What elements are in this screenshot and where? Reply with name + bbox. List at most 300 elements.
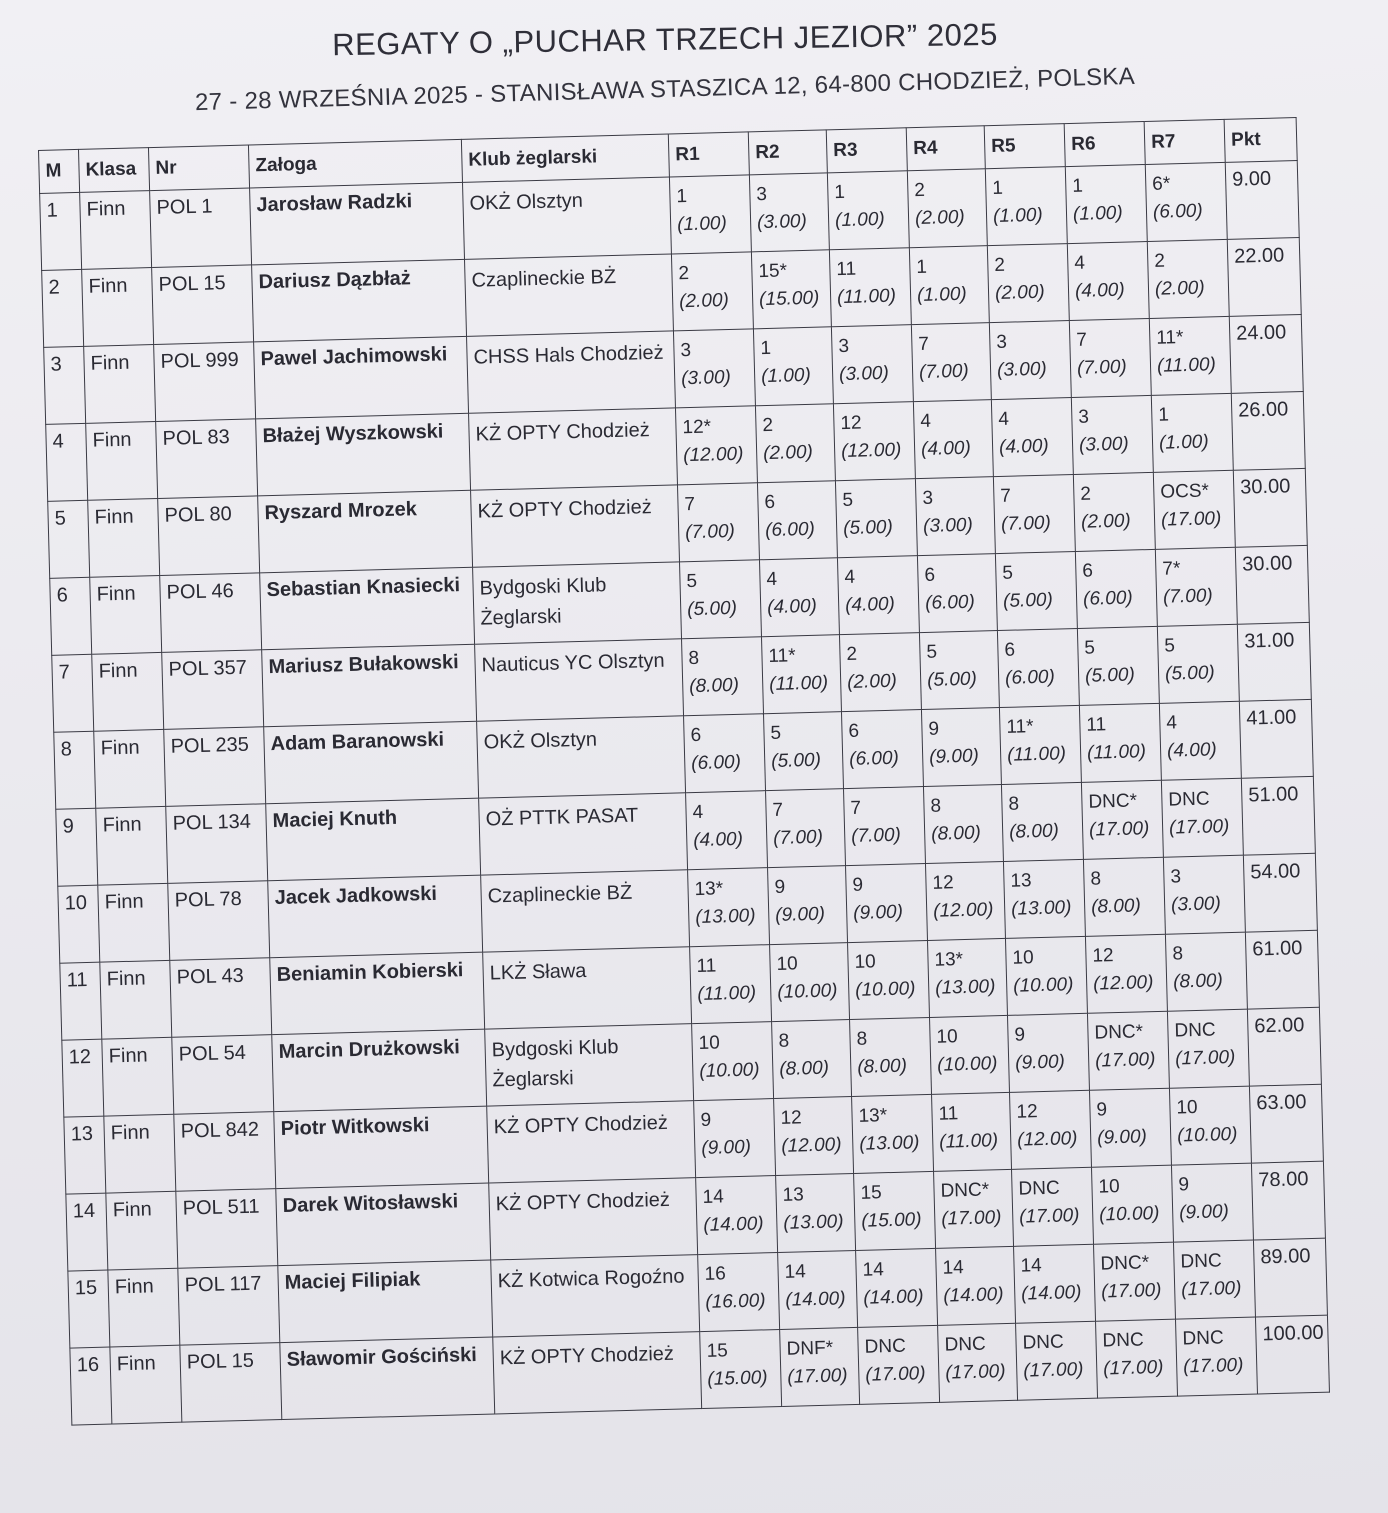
class-cell: Finn — [90, 575, 162, 654]
class-cell: Finn — [94, 729, 166, 808]
race-points: (17.00) — [1023, 1359, 1084, 1382]
race-result: 4 — [844, 566, 856, 589]
race-points: (11.00) — [939, 1130, 999, 1153]
race-points: (11.00) — [836, 285, 897, 309]
race-points: (5.00) — [770, 749, 822, 773]
race-4-cell — [907, 169, 987, 248]
race-points: (8.00) — [1172, 970, 1224, 993]
race-7-cell — [1165, 932, 1247, 1011]
race-2-cell — [770, 943, 850, 1022]
crew-name-cell: Piotr Witkowski — [274, 1106, 489, 1189]
race-2-cell — [768, 866, 848, 945]
total-points-cell: 30.00 — [1233, 468, 1307, 547]
race-result: 2 — [994, 254, 1006, 277]
race-result: 2 — [846, 643, 858, 666]
place-cell: 4 — [46, 423, 88, 501]
club-cell: LKŻ Sława — [483, 947, 692, 1029]
race-result: 1 — [1158, 404, 1170, 426]
race-points: (9.00) — [1096, 1126, 1148, 1149]
race-1-cell — [680, 560, 762, 639]
race-3-cell — [835, 479, 917, 558]
race-points: (2.00) — [914, 206, 965, 230]
col-header-r3: R3 — [826, 128, 907, 173]
race-4-cell — [930, 1015, 1010, 1094]
race-result: 6 — [764, 491, 776, 514]
total-points-cell: 61.00 — [1245, 930, 1319, 1009]
race-result: 14 — [862, 1259, 885, 1281]
race-result: 10 — [698, 1032, 721, 1055]
col-header-klub: Klub żeglarski — [461, 134, 669, 182]
class-cell: Finn — [102, 1037, 174, 1116]
race-result: 10 — [854, 951, 876, 973]
race-result: 2 — [914, 179, 926, 202]
race-result: 5 — [1164, 635, 1176, 657]
race-2-cell — [776, 1174, 856, 1253]
race-points: (4.00) — [766, 595, 818, 619]
race-6-cell — [1065, 165, 1147, 244]
crew-name-cell: Adam Baranowski — [264, 721, 479, 804]
race-result: DNC — [1102, 1329, 1144, 1352]
race-result: 1 — [916, 256, 928, 279]
race-2-cell — [757, 481, 837, 560]
place-cell: 1 — [40, 192, 82, 270]
race-6-cell — [1091, 1165, 1173, 1244]
race-7-cell — [1155, 547, 1237, 626]
race-points: (5.00) — [686, 597, 738, 621]
crew-name-cell: Ryszard Mrozek — [258, 490, 473, 573]
race-result: 8 — [688, 647, 700, 670]
class-cell: Finn — [110, 1345, 182, 1424]
class-cell: Finn — [88, 498, 160, 577]
race-4-cell — [927, 938, 1007, 1017]
race-4-cell — [923, 784, 1003, 863]
sail-number-cell: POL 46 — [160, 573, 262, 653]
race-points: (1.00) — [760, 364, 812, 388]
race-points: (9.00) — [701, 1136, 752, 1159]
crew-name-cell: Sebastian Knasiecki — [260, 567, 475, 650]
race-points: (12.00) — [932, 899, 994, 922]
race-5-cell — [985, 167, 1067, 246]
race-points: (17.00) — [1018, 1205, 1080, 1228]
race-2-cell — [764, 712, 844, 791]
race-points: (9.00) — [1178, 1201, 1230, 1224]
place-cell: 8 — [54, 731, 96, 809]
race-result: 11* — [1156, 327, 1184, 349]
race-result: 15* — [758, 260, 788, 283]
race-points: (13.00) — [1010, 897, 1072, 920]
club-cell: KŻ Kotwica Rogoźno — [491, 1255, 700, 1337]
col-header-r2: R2 — [748, 130, 827, 175]
race-result: 6* — [1152, 173, 1171, 195]
club-cell: Nauticus YC Olsztyn — [475, 639, 684, 721]
race-result: 8 — [856, 1028, 868, 1050]
crew-name-cell: Beniamin Kobierski — [270, 952, 485, 1035]
race-result: 2 — [1154, 250, 1166, 272]
place-cell: 9 — [56, 808, 98, 886]
race-points: (6.00) — [1004, 666, 1056, 689]
race-3-cell — [839, 633, 921, 712]
race-4-cell — [921, 708, 1001, 787]
race-6-cell — [1081, 780, 1163, 859]
club-cell: CHSS Hals Chodzież — [467, 331, 676, 413]
crew-name-cell: Jacek Jadkowski — [268, 875, 483, 958]
race-points: (6.00) — [1082, 587, 1134, 610]
club-cell: KŻ OPTY Chodzież — [469, 408, 678, 490]
race-points: (2.00) — [678, 289, 730, 313]
race-result: 3 — [922, 487, 934, 509]
place-cell: 6 — [50, 577, 92, 655]
race-points: (1.00) — [1072, 202, 1123, 225]
club-cell: Czaplineckie BŻ — [465, 254, 674, 336]
race-1-cell — [669, 175, 751, 254]
class-cell: Finn — [104, 1114, 176, 1193]
race-result: 4 — [692, 801, 704, 824]
race-4-cell — [915, 477, 995, 556]
col-header-r7: R7 — [1144, 119, 1225, 164]
sail-number-cell: POL 15 — [180, 1343, 282, 1423]
race-1-cell — [698, 1253, 780, 1332]
race-points: (13.00) — [695, 905, 756, 929]
race-6-cell — [1069, 318, 1151, 397]
race-points: (2.00) — [1080, 510, 1132, 533]
race-2-cell — [761, 635, 841, 714]
race-points: (7.00) — [772, 826, 824, 849]
race-4-cell — [911, 323, 991, 402]
race-result: 15 — [860, 1182, 883, 1204]
place-cell: 7 — [52, 654, 94, 732]
race-5-cell — [997, 628, 1079, 707]
race-4-cell — [913, 400, 993, 479]
race-points: (11.00) — [1086, 741, 1147, 764]
race-points: (9.00) — [1014, 1051, 1066, 1074]
sail-number-cell: POL 134 — [166, 804, 268, 884]
race-points: (12.00) — [840, 439, 902, 463]
race-points: (10.00) — [855, 978, 916, 1001]
race-points: (4.00) — [693, 828, 744, 852]
race-result: 6 — [924, 564, 936, 586]
race-result: 2 — [678, 263, 690, 285]
place-cell: 15 — [68, 1270, 110, 1348]
race-points: (14.00) — [863, 1286, 924, 1309]
race-points: (17.00) — [787, 1365, 848, 1388]
race-result: 3 — [996, 331, 1008, 353]
race-points: (14.00) — [943, 1284, 1004, 1307]
race-1-cell — [673, 329, 755, 408]
race-points: (17.00) — [1103, 1356, 1164, 1380]
race-points: (17.00) — [1168, 816, 1230, 839]
club-cell: KŻ OPTY Chodzież — [487, 1101, 696, 1183]
race-result: 6 — [848, 720, 860, 742]
race-4-cell — [932, 1092, 1012, 1171]
race-6-cell — [1087, 1011, 1169, 1090]
race-3-cell — [829, 248, 911, 327]
race-5-cell — [1005, 936, 1087, 1015]
race-result: 6 — [1082, 560, 1094, 582]
race-points: (1.00) — [834, 208, 886, 232]
total-points-cell: 54.00 — [1243, 853, 1317, 932]
col-header-r6: R6 — [1064, 122, 1145, 167]
race-result: 13* — [858, 1105, 888, 1127]
race-result: 14 — [702, 1186, 725, 1208]
race-result: 9 — [1178, 1174, 1190, 1196]
race-6-cell — [1075, 549, 1157, 628]
crew-name-cell: Darek Witosławski — [276, 1183, 491, 1266]
total-points-cell: 89.00 — [1253, 1238, 1327, 1317]
race-6-cell — [1083, 857, 1165, 936]
club-cell: Czaplineckie BŻ — [481, 870, 690, 952]
race-points: (12.00) — [1016, 1128, 1078, 1151]
race-points: (4.00) — [1074, 279, 1125, 302]
race-4-cell — [934, 1169, 1014, 1248]
race-1-cell — [684, 714, 766, 793]
race-points: (10.00) — [1012, 974, 1074, 997]
sail-number-cell: POL 54 — [172, 1035, 274, 1115]
race-result: DNC — [944, 1333, 987, 1356]
results-table — [38, 117, 1330, 1426]
place-cell: 10 — [58, 885, 100, 963]
race-result: 8 — [930, 795, 942, 817]
race-5-cell — [1003, 859, 1085, 938]
club-cell: Bydgoski Klub Żeglarski — [473, 562, 682, 644]
race-points: (3.00) — [1078, 433, 1129, 456]
race-1-cell — [682, 637, 764, 716]
race-2-cell — [751, 250, 831, 329]
race-result: 8 — [1172, 943, 1184, 965]
place-cell: 12 — [62, 1039, 104, 1117]
race-points: (9.00) — [852, 901, 904, 924]
race-6-cell — [1096, 1319, 1178, 1398]
race-7-cell — [1171, 1163, 1253, 1242]
race-6-cell — [1079, 703, 1161, 782]
race-result: 16 — [704, 1263, 727, 1285]
race-points: (3.00) — [996, 358, 1047, 381]
race-4-cell — [925, 861, 1005, 940]
race-result: 12* — [682, 416, 712, 439]
sail-number-cell: POL 117 — [178, 1266, 280, 1346]
race-points: (8.00) — [779, 1057, 830, 1080]
race-3-cell — [850, 1017, 932, 1096]
place-cell: 2 — [42, 269, 84, 347]
race-points: (12.00) — [1092, 972, 1154, 995]
race-result: 2 — [1080, 483, 1092, 505]
race-6-cell — [1085, 934, 1167, 1013]
race-points: (17.00) — [1174, 1046, 1236, 1070]
race-1-cell — [671, 252, 753, 331]
race-result: 15 — [706, 1340, 729, 1362]
class-cell: Finn — [84, 345, 156, 424]
race-2-cell — [780, 1327, 860, 1406]
race-6-cell — [1094, 1242, 1176, 1321]
race-result: 7* — [1162, 558, 1181, 580]
race-result: 2 — [762, 414, 774, 437]
race-points: (8.00) — [688, 674, 740, 698]
race-6-cell — [1067, 241, 1149, 320]
race-3-cell — [837, 556, 919, 635]
total-points-cell: 24.00 — [1229, 314, 1303, 393]
race-points: (8.00) — [857, 1055, 908, 1078]
race-7-cell — [1167, 1009, 1249, 1088]
race-points: (2.00) — [762, 441, 814, 465]
total-points-cell: 78.00 — [1251, 1161, 1325, 1240]
race-points: (10.00) — [777, 980, 838, 1003]
sail-number-cell: POL 1 — [150, 188, 252, 268]
club-cell: KŻ OPTY Chodzież — [489, 1178, 698, 1260]
race-result: 10 — [1098, 1176, 1120, 1198]
total-points-cell: 9.00 — [1225, 161, 1299, 240]
race-result: 5 — [1084, 637, 1096, 659]
race-result: 9 — [852, 874, 864, 896]
race-result: DNC — [1182, 1327, 1224, 1350]
race-1-cell — [692, 1022, 774, 1101]
race-points: (17.00) — [1182, 1354, 1244, 1378]
race-5-cell — [1016, 1321, 1098, 1400]
race-5-cell — [995, 551, 1077, 630]
place-cell: 3 — [44, 346, 86, 424]
race-7-cell — [1175, 1317, 1257, 1396]
race-result: 12 — [932, 872, 954, 894]
race-points: (10.00) — [936, 1053, 998, 1076]
club-cell: Bydgoski Klub Żeglarski — [485, 1024, 694, 1106]
race-result: 13* — [694, 878, 724, 901]
race-result: 1 — [992, 177, 1004, 200]
race-7-cell — [1147, 239, 1229, 318]
race-result: DNC* — [1088, 790, 1138, 813]
crew-name-cell: Mariusz Bułakowski — [262, 644, 477, 727]
race-6-cell — [1073, 472, 1155, 551]
race-3-cell — [843, 787, 925, 866]
race-result: 4 — [766, 568, 778, 591]
race-points: (7.00) — [1162, 585, 1213, 608]
race-1-cell — [694, 1099, 776, 1178]
sail-number-cell: POL 83 — [156, 419, 258, 499]
race-result: 11 — [1086, 714, 1107, 736]
race-7-cell — [1157, 624, 1239, 703]
race-points: (3.00) — [680, 366, 732, 390]
race-points: (15.00) — [707, 1367, 768, 1390]
race-result: 3 — [838, 335, 850, 358]
race-7-cell — [1161, 778, 1243, 857]
race-points: (10.00) — [1098, 1203, 1160, 1226]
crew-name-cell: Błażej Wyszkowski — [256, 413, 471, 496]
race-2-cell — [759, 558, 839, 637]
place-cell: 11 — [60, 962, 102, 1040]
race-points: (5.00) — [1164, 662, 1216, 685]
race-result: 4 — [1166, 712, 1178, 734]
race-points: (14.00) — [1021, 1282, 1082, 1305]
race-points: (16.00) — [705, 1290, 766, 1313]
race-2-cell — [774, 1097, 854, 1176]
race-result: DNC* — [1094, 1021, 1144, 1044]
class-cell: Finn — [82, 268, 154, 347]
race-points: (5.00) — [1002, 589, 1054, 612]
place-cell: 16 — [70, 1347, 112, 1425]
race-result: 10 — [936, 1026, 958, 1048]
race-result: 1 — [676, 186, 688, 208]
race-points: (10.00) — [1176, 1123, 1238, 1147]
race-points: (17.00) — [865, 1363, 926, 1386]
sail-number-cell: POL 999 — [154, 342, 256, 422]
race-points: (5.00) — [926, 668, 978, 691]
race-points: (12.00) — [781, 1134, 842, 1157]
total-points-cell: 62.00 — [1247, 1007, 1321, 1086]
race-5-cell — [1012, 1167, 1094, 1246]
race-1-cell — [677, 483, 759, 562]
race-points: (6.00) — [691, 751, 742, 775]
race-points: (7.00) — [1000, 512, 1052, 535]
race-points: (11.00) — [1006, 743, 1067, 766]
sail-number-cell: POL 78 — [168, 881, 270, 961]
race-result: 14 — [784, 1261, 807, 1283]
race-points: (7.00) — [684, 520, 736, 544]
race-6-cell — [1071, 395, 1153, 474]
class-cell: Finn — [86, 422, 158, 501]
race-result: 10 — [1176, 1096, 1198, 1119]
class-cell: Finn — [80, 191, 152, 270]
col-header-pkt: Pkt — [1224, 118, 1297, 163]
race-points: (6.00) — [848, 747, 900, 770]
results-table-container — [38, 117, 1329, 1425]
race-result: 11* — [768, 645, 796, 668]
race-result: 4 — [1074, 252, 1086, 274]
race-2-cell — [753, 327, 833, 406]
sail-number-cell: POL 235 — [164, 727, 266, 807]
class-cell: Finn — [100, 960, 172, 1039]
class-cell: Finn — [96, 806, 168, 885]
race-points: (6.00) — [924, 591, 976, 614]
race-result: DNC* — [940, 1179, 990, 1202]
total-points-cell: 30.00 — [1235, 545, 1309, 624]
race-points: (6.00) — [1152, 200, 1203, 223]
race-result: 10 — [776, 953, 798, 975]
race-5-cell — [993, 475, 1075, 554]
race-3-cell — [846, 864, 928, 943]
race-result: 10 — [1012, 947, 1034, 969]
race-points: (11.00) — [768, 672, 829, 696]
race-result: DNF* — [786, 1337, 834, 1360]
race-result: 8 — [1008, 793, 1020, 815]
race-result: DNC — [1168, 788, 1210, 811]
race-points: (11.00) — [1156, 354, 1217, 377]
total-points-cell: 22.00 — [1227, 238, 1301, 317]
race-points: (15.00) — [758, 287, 820, 311]
race-4-cell — [938, 1323, 1018, 1402]
race-result: 6 — [690, 724, 702, 747]
sail-number-cell: POL 80 — [158, 496, 260, 576]
crew-name-cell: Marcin Drużkowski — [272, 1029, 487, 1112]
race-result: 11 — [836, 258, 857, 281]
race-3-cell — [841, 710, 923, 789]
race-5-cell — [1001, 782, 1083, 861]
race-result: DNC — [1180, 1250, 1222, 1273]
race-3-cell — [831, 325, 913, 404]
race-result: 3 — [756, 183, 768, 206]
race-result: 11 — [938, 1103, 959, 1125]
race-5-cell — [1010, 1090, 1092, 1169]
race-result: 3 — [680, 339, 692, 362]
club-cell: OŻ PTTK PASAT — [479, 793, 688, 875]
race-result: OCS* — [1160, 480, 1210, 503]
total-points-cell: 51.00 — [1241, 776, 1315, 855]
race-points: (11.00) — [697, 982, 757, 1006]
race-5-cell — [999, 705, 1081, 784]
total-points-cell: 26.00 — [1231, 391, 1305, 470]
race-result: 11 — [696, 955, 717, 978]
race-3-cell — [858, 1325, 940, 1404]
race-points: (1.00) — [992, 204, 1043, 228]
race-points: (2.00) — [846, 670, 898, 693]
race-points: (17.00) — [1094, 1049, 1156, 1072]
race-points: (4.00) — [998, 435, 1050, 458]
